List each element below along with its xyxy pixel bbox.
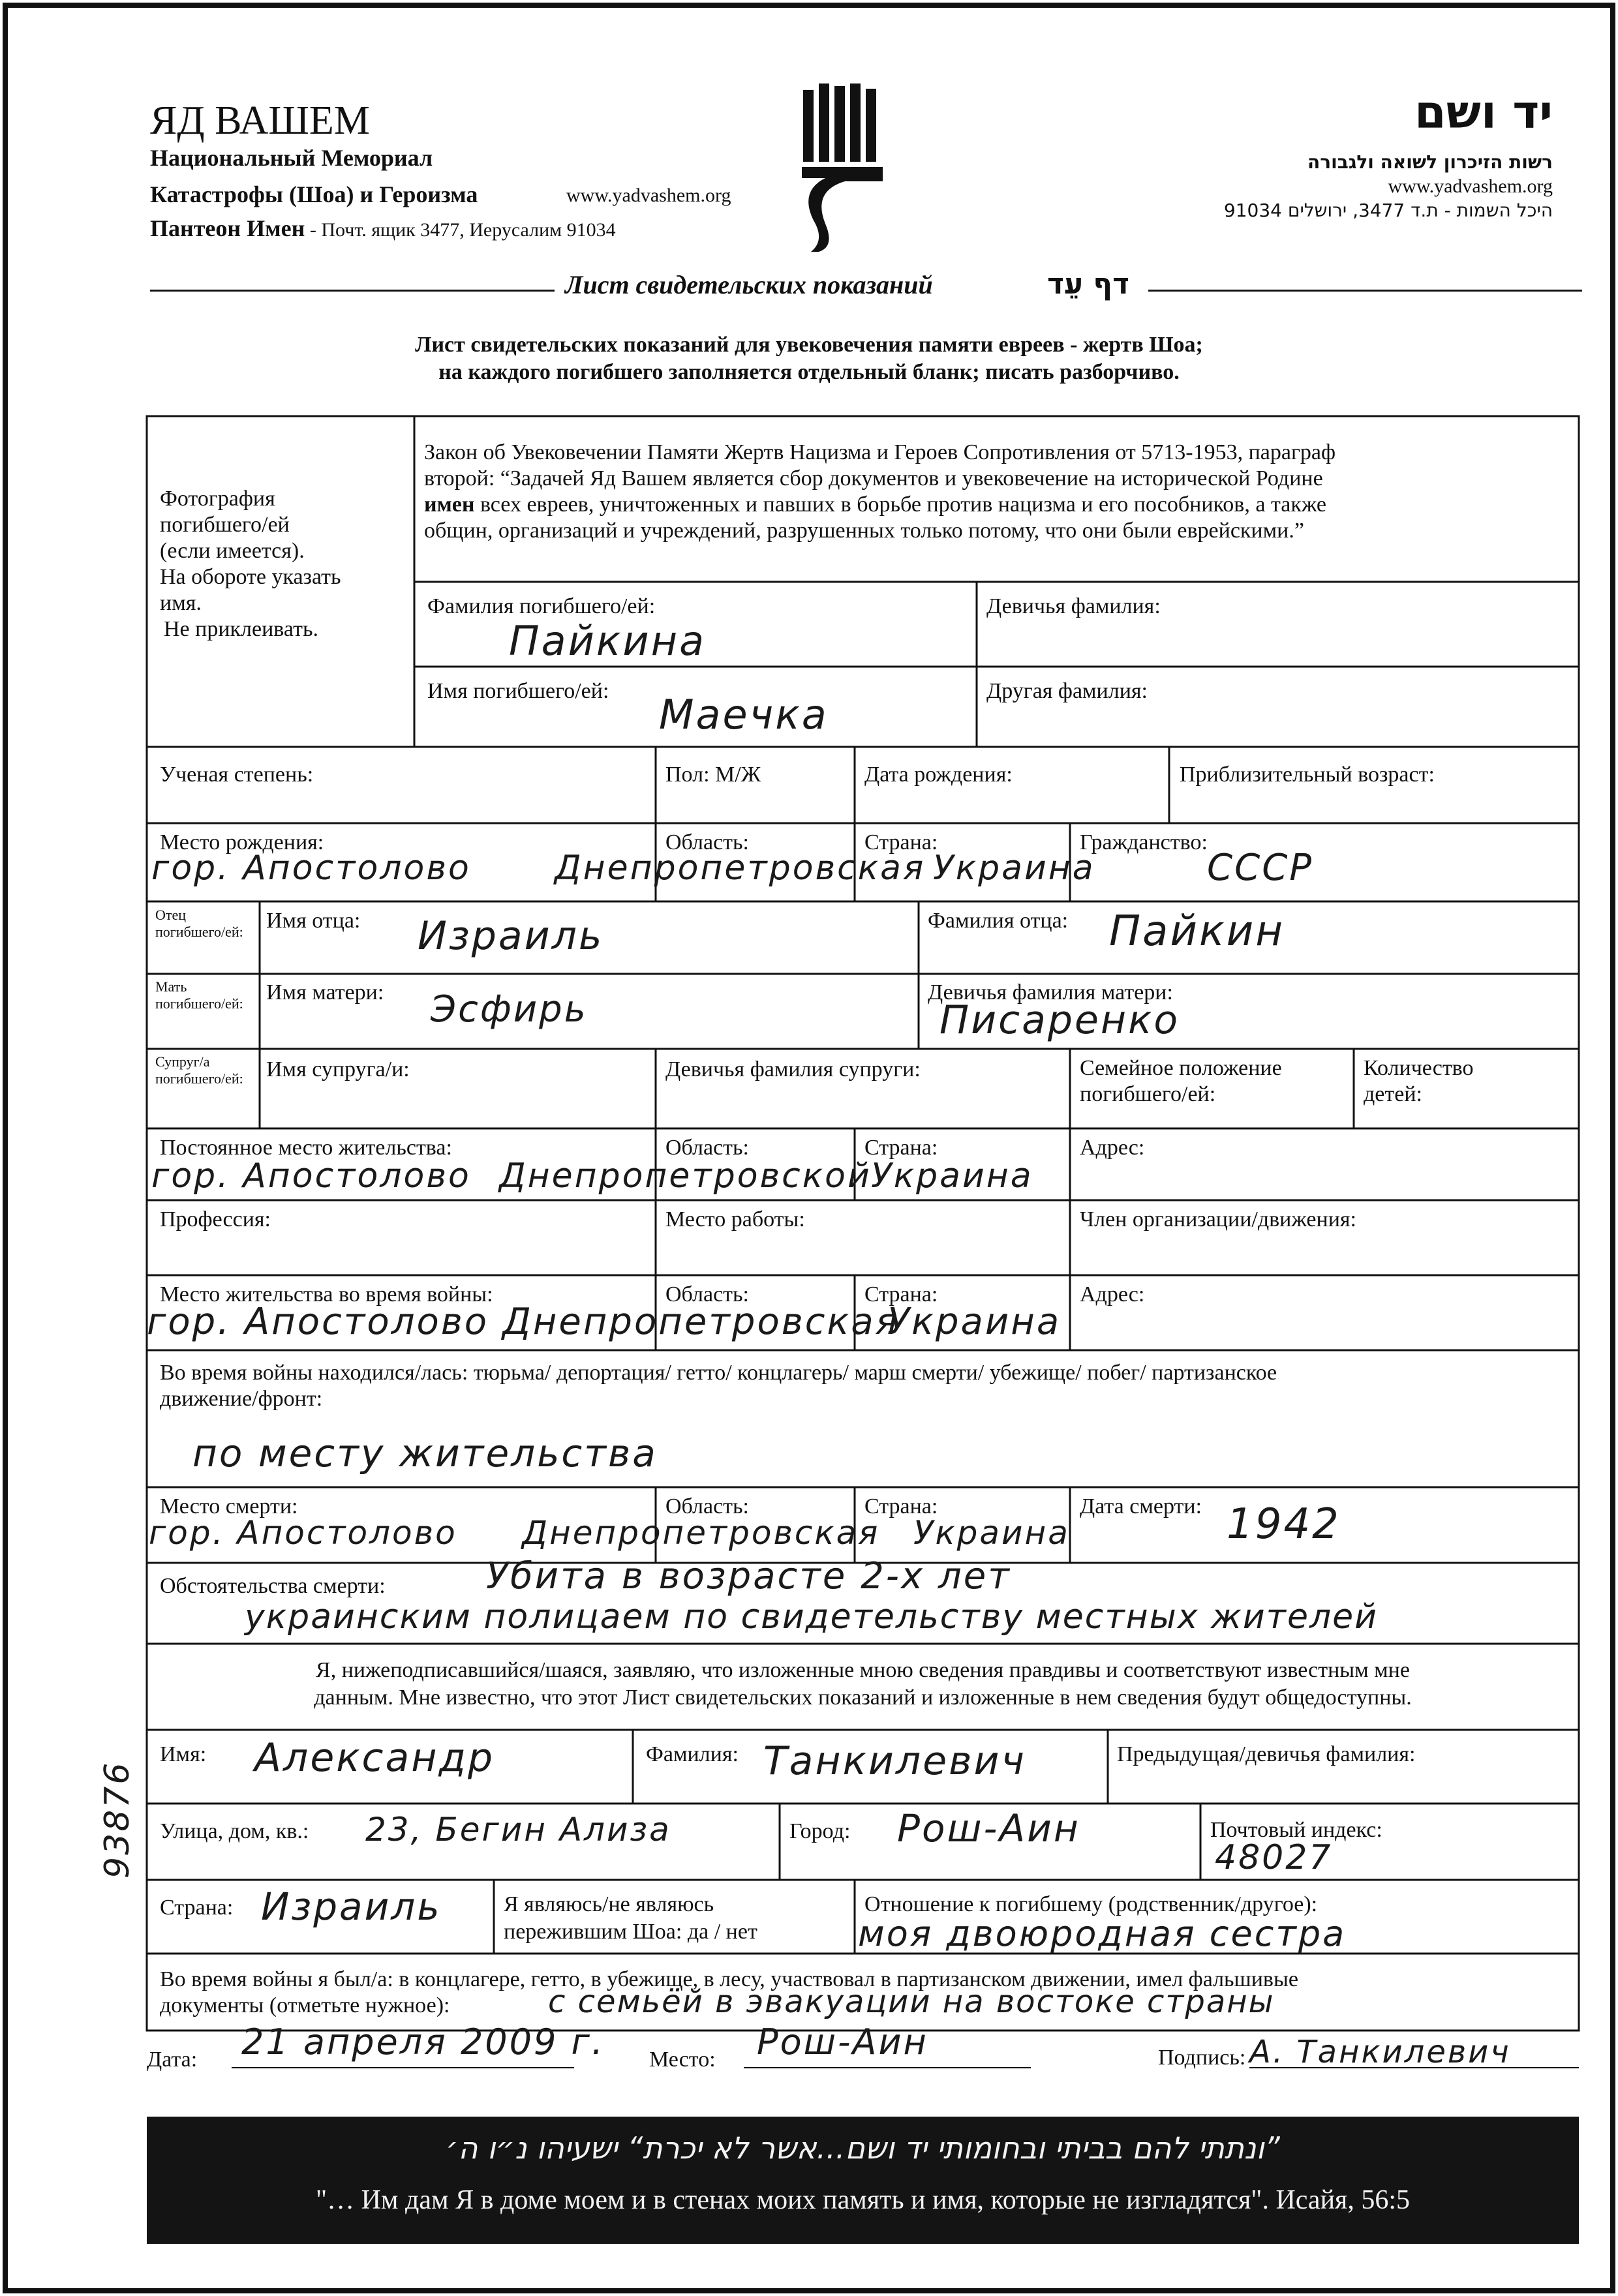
mother-name-label: Имя матери: (266, 980, 384, 1004)
perm-residence-value[interactable]: гор. Апостолово (151, 1156, 471, 1196)
during-war-line-2: движение/фронт: (160, 1387, 323, 1411)
father-name-label: Имя отца: (266, 909, 361, 933)
website-right[interactable]: www.yadvashem.org (1388, 175, 1553, 197)
he-line-3: היכל השמות - ת.ד 3477, ירושלים 91034 (1223, 200, 1553, 221)
war-country-value[interactable]: Украина (887, 1301, 1061, 1343)
he-title: יד ושם (1414, 85, 1553, 139)
footer-hebrew-quote: ”ונתתי להם בביתי ובחומותי יד ושם...אשר לא יכרת“ ישעיהו נ״ו ה׳ (446, 2130, 1280, 2166)
pantheon-label: Пантеон Имен (150, 215, 305, 241)
other-surname-label: Другая фамилия: (986, 679, 1148, 703)
children-label-1: Количество (1364, 1056, 1474, 1080)
declaration-line-2: данным. Мне известно, что этот Лист свидетельских показаний и изложенные в нем сведения будут общедоступны. (314, 1685, 1412, 1710)
perm-country-value[interactable]: Украина (871, 1156, 1033, 1196)
submitter-surname-value[interactable]: Танкилевич (763, 1738, 1026, 1784)
victim-surname-label: Фамилия погибшего/ей: (427, 594, 656, 618)
perm-residence-label: Постоянное место жительства: (160, 1136, 452, 1160)
street-value[interactable]: 23, Бегин Ализа (365, 1811, 671, 1849)
profession-label: Профессия: (160, 1207, 271, 1231)
submitter-name-value[interactable]: Александр (254, 1735, 495, 1781)
birth-place-value[interactable]: гор. Апостолово (151, 849, 471, 888)
place-value[interactable]: Рош-Аин (757, 2021, 928, 2062)
he-line-1: רשות הזיכרון לשואה ולגבורה (1307, 151, 1553, 173)
death-place-value[interactable]: гор. Апостолово (149, 1514, 457, 1552)
maiden-name-field[interactable] (988, 626, 1563, 660)
street-label: Улица, дом, кв.: (160, 1819, 309, 1843)
death-place-label: Место смерти: (160, 1494, 298, 1518)
member-label: Член организации/движения: (1080, 1207, 1356, 1231)
victim-first-name-value[interactable]: Маечка (659, 691, 829, 738)
approx-age-label: Приблизительный возраст: (1180, 763, 1435, 787)
father-surname-label: Фамилия отца: (928, 909, 1069, 933)
war-residence-label: Место жительства во время войны: (160, 1282, 493, 1307)
perm-address-label: Адрес: (1080, 1136, 1145, 1160)
birth-region-value[interactable]: Днепропетровская (555, 849, 926, 888)
submitter-war-line-1: Во время войны я был/а: в концлагере, гетто, в убежище, в лесу, участвовал в партизанском движении, имел фальшивые (160, 1967, 1298, 1991)
org-line-1: Национальный Мемориал (150, 145, 433, 171)
law-line-3 (424, 492, 1336, 518)
signature-label: Подпись: (1158, 2046, 1246, 2070)
city-label: Город: (789, 1819, 851, 1843)
war-country-label: Страна: (864, 1282, 938, 1307)
submitter-war-line-2: документы (отметьте нужное): (160, 1993, 450, 2017)
death-circ-label: Обстоятельства смерти: (160, 1574, 386, 1598)
citizenship-value[interactable]: СССР (1207, 847, 1314, 889)
maiden-name-label: Девичья фамилия: (986, 594, 1161, 618)
margin-id-number: 93876 (98, 1760, 137, 1879)
photo-line-1: Фотография (160, 487, 275, 511)
birth-country-value[interactable]: Украина (933, 849, 1095, 888)
during-war-line-1: Во время войны находился/лась: тюрьма/ депортация/ гетто/ концлагерь/ марш смерти/ убежище/ побег/ партизанское (160, 1361, 1277, 1385)
war-region-value[interactable]: Днепропетровская (502, 1301, 900, 1343)
perm-country-label: Страна: (864, 1136, 938, 1160)
survivor-label-2[interactable]: пережившим Шоа: да / нет (504, 1920, 757, 1944)
intro-line-1: Лист свидетельских показаний для увековечения памяти евреев - жертв Шоа; (415, 333, 1203, 357)
victim-first-name-label: Имя погибшего/ей: (427, 679, 609, 703)
death-region-label: Область: (665, 1494, 749, 1518)
workplace-label: Место работы: (665, 1207, 805, 1231)
father-name-value[interactable]: Израиль (418, 913, 604, 959)
date-label: Дата: (147, 2047, 198, 2072)
victim-surname-value[interactable]: Пайкина (509, 617, 707, 665)
sex-label: Пол: М/Ж (665, 763, 761, 787)
marital-label-2: погибшего/ей: (1080, 1082, 1216, 1106)
war-residence-value[interactable]: гор. Апостолово (147, 1301, 489, 1343)
death-country-value[interactable]: Украина (913, 1514, 1070, 1552)
mother-side-label: Мать погибшего/ей: (155, 978, 243, 1012)
birth-region-label: Область: (665, 830, 749, 854)
father-side-label: Отец погибшего/ей: (155, 907, 243, 940)
law-line-3-rest: всех евреев, уничтоженных и павших в борьбе против нацизма и его пособников, а также (480, 492, 1326, 517)
death-region-value[interactable]: Днепропетровская (522, 1514, 880, 1552)
zip-value[interactable]: 48027 (1215, 1838, 1333, 1877)
date-value[interactable]: 21 апреля 2009 г. (241, 2021, 605, 2062)
footer-russian-quote: "… Им дам Я в доме моем и в стенах моих память и имя, которые не изгладятся". Исайя, 56:5 (315, 2185, 1411, 2215)
photo-line-5: имя. (160, 591, 202, 615)
law-line-4: общин, организаций и учреждений, разрушенных только потому, что они были еврейскими.” (424, 519, 1304, 543)
during-war-value[interactable]: по месту жительства (192, 1431, 658, 1475)
perm-region-label: Область: (665, 1136, 749, 1160)
children-label-2: детей: (1364, 1082, 1422, 1106)
postal-address: - Почт. ящик 3477, Иерусалим 91034 (309, 219, 616, 241)
photo-box-text (160, 486, 341, 642)
submitter-country-value[interactable]: Израиль (261, 1884, 442, 1929)
declaration-line-1: Я, нижеподписавшийся/шаяся, заявляю, что изложенные мною сведения правдивы и соответствуют известным мне (316, 1658, 1410, 1682)
submitter-surname-label: Фамилия: (646, 1742, 739, 1766)
relation-value[interactable]: моя двоюродная сестра (858, 1913, 1347, 1954)
law-line-1: Закон об Увековечении Памяти Жертв Нацизма и Героев Сопротивления от 5713-1953, параграф (424, 440, 1336, 464)
death-country-label: Страна: (864, 1494, 938, 1518)
place-label: Место: (649, 2047, 716, 2072)
birth-date-label: Дата рождения: (864, 763, 1013, 787)
war-address-label: Адрес: (1080, 1282, 1145, 1307)
footer-band (147, 2117, 1579, 2244)
photo-line-3: (если имеется). (160, 539, 305, 563)
relation-label: Отношение к погибшему (родственник/другое): (864, 1892, 1318, 1916)
form-title-he: דף עֵד (1047, 267, 1129, 301)
law-text (424, 440, 1336, 544)
photo-line-6: Не приклеивать. (164, 617, 318, 641)
war-region-label: Область: (665, 1282, 749, 1307)
org-line-2: Катастрофы (Шоа) и Героизма (150, 181, 478, 207)
citizenship-label: Гражданство: (1080, 830, 1208, 854)
death-circ-value-1[interactable]: Убита в возрасте 2-х лет (486, 1555, 1011, 1597)
father-surname-value[interactable]: Пайкин (1109, 907, 1285, 956)
spouse-maiden-label: Девичья фамилия супруги: (665, 1057, 921, 1081)
spouse-side-label: Супруг/а погибшего/ей: (155, 1053, 243, 1087)
submitter-name-label: Имя: (160, 1742, 207, 1766)
survivor-label-1[interactable]: Я являюсь/не являюсь (504, 1892, 714, 1916)
marital-label-1: Семейное положение (1080, 1056, 1282, 1080)
other-surname-field[interactable] (988, 708, 1563, 742)
zip-label: Почтовый индекс: (1210, 1818, 1382, 1842)
org-title: ЯД ВАШЕМ (150, 98, 370, 143)
degree-label: Ученая степень: (160, 763, 314, 787)
submitter-prev-label: Предыдущая/девичья фамилия: (1117, 1742, 1416, 1766)
death-date-label: Дата смерти: (1080, 1494, 1202, 1518)
submitter-country-label: Страна: (160, 1896, 234, 1920)
website-left[interactable]: www.yadvashem.org (566, 185, 731, 206)
death-date-value[interactable]: 1942 (1227, 1500, 1341, 1548)
mother-maiden-value[interactable]: Писаренко (939, 997, 1180, 1043)
city-value[interactable]: Рош-Аин (897, 1806, 1080, 1850)
form-title: Лист свидетельских показаний (565, 270, 933, 299)
spouse-name-label: Имя супруга/и: (266, 1057, 410, 1081)
mother-name-value[interactable]: Эсфирь (431, 988, 588, 1031)
intro-line-2: на каждого погибшего заполняется отдельный бланк; писать разборчиво. (438, 360, 1180, 384)
photo-line-2: погибшего/ей (160, 513, 290, 537)
law-bold-names: имен (424, 492, 475, 517)
birth-country-label: Страна: (864, 830, 938, 854)
death-circ-value-2[interactable]: украинским полицаем по свидетельству местных жителей (245, 1597, 1378, 1637)
perm-region-value[interactable]: Днепропетровской (499, 1156, 872, 1196)
submitter-war-value[interactable]: с семьёй в эвакуации на востоке страны (548, 1984, 1275, 2020)
signature-value[interactable]: А. Танкилевич (1249, 2034, 1511, 2070)
birth-place-label: Место рождения: (160, 830, 324, 854)
mother-maiden-label: Девичья фамилия матери: (928, 980, 1173, 1004)
photo-line-4: На обороте указать (160, 565, 341, 589)
law-line-2: второй: “Задачей Яд Вашем является сбор документов и увековечение на исторической Родине (424, 466, 1323, 491)
